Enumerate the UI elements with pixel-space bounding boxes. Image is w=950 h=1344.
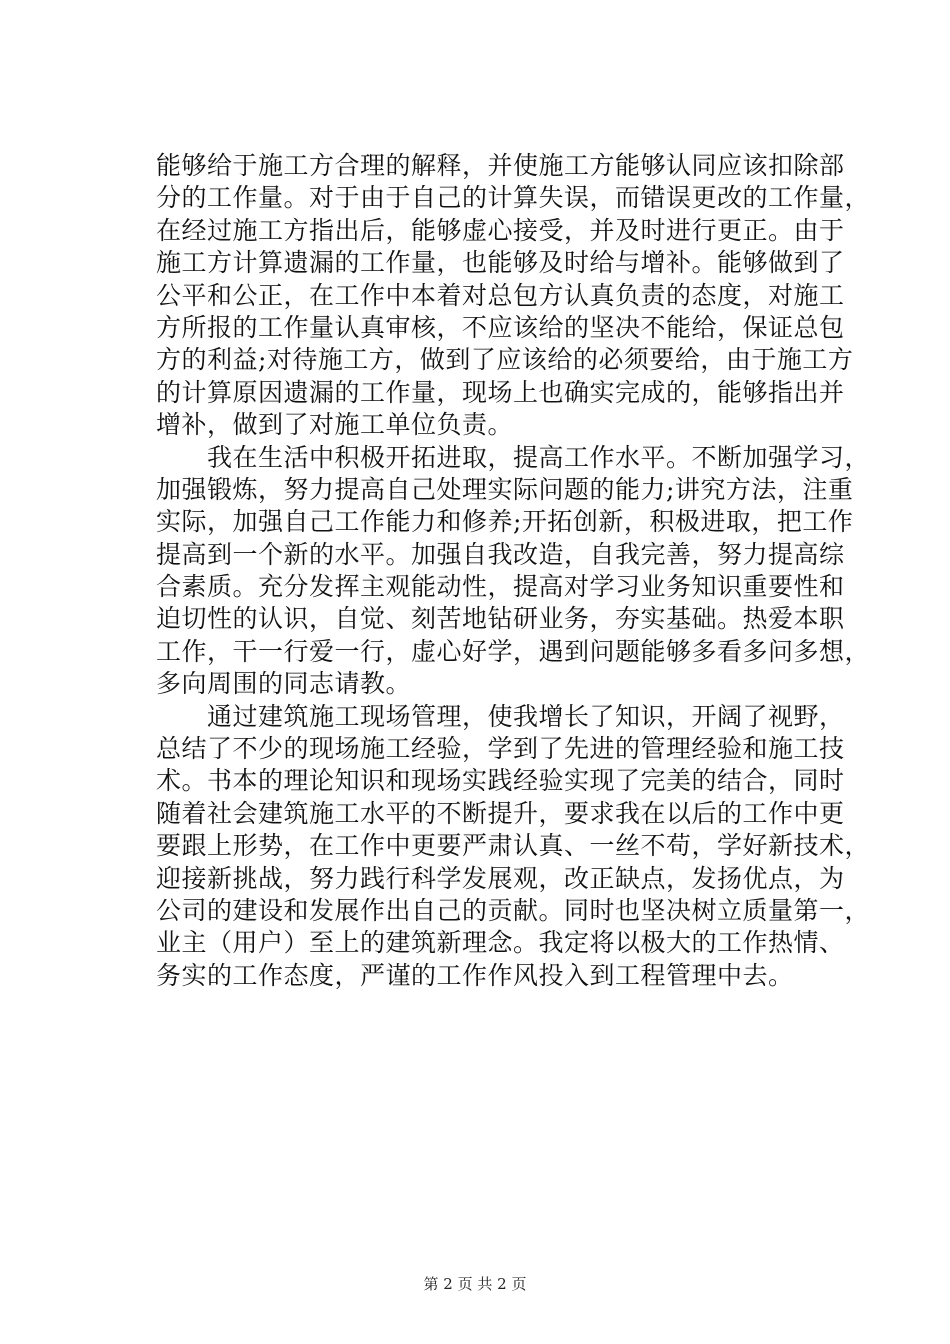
text-line: 在经过施工方指出后，能够虚心接受，并及时进行更正。由于: [156, 215, 845, 245]
text-line: 随着社会建筑施工水平的不断提升，要求我在以后的工作中更: [156, 798, 845, 828]
paragraph-start-line: 通过建筑施工现场管理，使我增长了知识，开阔了视野，: [156, 701, 845, 731]
text-line: 方的利益;对待施工方，做到了应该给的必须要给，由于施工方: [156, 345, 854, 375]
text-line: 要跟上形势，在工作中更要严肃认真、一丝不苟，学好新技术，: [156, 831, 871, 861]
text-line: 迎接新挑战，努力践行科学发展观，改正缺点，发扬优点，为: [156, 863, 845, 893]
text-line: 实际，加强自己工作能力和修养;开拓创新，积极进取，把工作: [156, 507, 854, 537]
text-line: 合素质。充分发挥主观能动性，提高对学习业务知识重要性和: [156, 572, 845, 602]
text-line: 能够给于施工方合理的解释，并使施工方能够认同应该扣除部: [156, 151, 845, 180]
page-number-footer: 第 2 页 共 2 页: [423, 1275, 527, 1293]
text-line: 提高到一个新的水平。加强自我改造，自我完善，努力提高综: [156, 539, 845, 569]
document-body: [156, 150, 871, 992]
text-line: 施工方计算遗漏的工作量，也能够及时给与增补。能够做到了: [156, 248, 845, 278]
text-line: 务实的工作态度，严谨的工作作风投入到工程管理中去。: [156, 960, 794, 990]
text-line: 公司的建设和发展作出自己的贡献。同时也坚决树立质量第一，: [156, 895, 871, 925]
text-line: 工作，干一行爱一行，虚心好学，遇到问题能够多看多问多想，: [156, 636, 871, 666]
text-line: 公平和公正，在工作中本着对总包方认真负责的态度，对施工: [156, 280, 845, 310]
text-line: 术。书本的理论知识和现场实践经验实现了完美的结合，同时: [156, 766, 845, 796]
text-line: 分的工作量。对于由于自己的计算失误，而错误更改的工作量，: [156, 183, 871, 213]
paragraph-start-line: 我在生活中积极开拓进取，提高工作水平。不断加强学习，: [156, 442, 871, 472]
text-line: 加强锻炼，努力提高自己处理实际问题的能力;讲究方法，注重: [156, 474, 854, 504]
text-line: 业主（用户）至上的建筑新理念。我定将以极大的工作热情、: [156, 928, 845, 958]
text-line: 增补，做到了对施工单位负责。: [156, 410, 514, 440]
text-line: 方所报的工作量认真审核，不应该给的坚决不能给，保证总包: [156, 312, 845, 342]
text-line: 的计算原因遗漏的工作量，现场上也确实完成的，能够指出并: [156, 377, 845, 407]
text-line: 多向周围的同志请教。: [156, 669, 412, 699]
text-line: 迫切性的认识，自觉、刻苦地钻研业务，夯实基础。热爱本职: [156, 604, 845, 634]
text-line: 总结了不少的现场施工经验，学到了先进的管理经验和施工技: [156, 734, 845, 764]
